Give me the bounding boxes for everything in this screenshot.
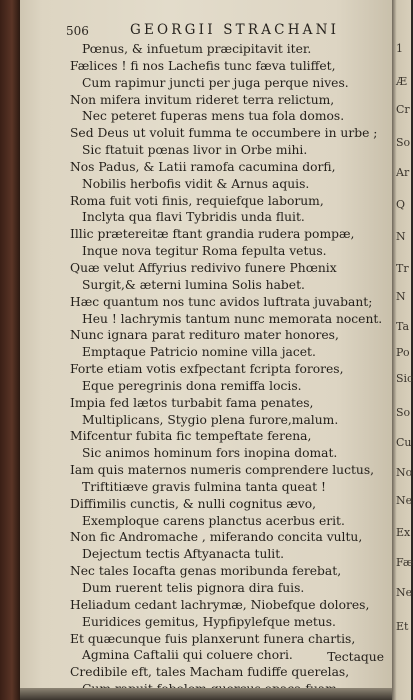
facing-page-fragment: No [396,466,413,479]
verse-line: Nobilis herbofis vidit & Arnus aquis. [82,176,310,191]
facing-page-fragment: N [396,230,406,243]
verse-line: Inclyta qua flavi Tybridis unda fluit. [82,210,305,225]
facing-page-fragment: Cr [396,103,410,116]
facing-page-edge [392,0,411,700]
verse-line: Sic ftatuit pœnas livor in Orbe mihi. [82,143,308,158]
facing-page-fragment: Tr [396,262,409,275]
page-number: 506 [66,24,89,38]
verse-line: Inque nova tegitur Roma fepulta vetus. [82,244,327,259]
verse-line: Triftitiæve gravis fulmina tanta queat ! [82,479,326,494]
verse-line: Euridices gemitus, Hypfipylefque metus. [82,614,336,629]
verse-line: Forte etiam votis exfpectant fcripta forores, [70,362,344,377]
verse-line: Non mifera invitum rideret terra relictum, [70,92,335,107]
verse-line: Mifcentur fubita fic tempeftate ferena, [70,429,312,444]
facing-page-fragment: Ar [396,166,410,179]
facing-page-fragment: 1 [396,42,403,55]
verse-line: Iam quis maternos numeris comprendere luctus, [70,463,375,478]
facing-page-fragment: So [396,406,411,419]
verse-line: Agmina Caftalii qui coluere chori. [82,648,293,663]
catchword: Tectaque [327,650,384,664]
verse-line: Cum rapimur juncti per juga perque nives. [82,75,349,90]
verse-line: Nos Padus, & Latii ramofa cacumina dorfi, [70,159,336,174]
verse-line: Sed Deus ut voluit fumma te occumbere in urbe ; [70,126,378,141]
facing-page-fragment: Æ [396,75,408,88]
book-cover-edge [0,0,20,700]
verse-line: Surgit,& æterni lumina Solis habet. [82,277,305,292]
verse-line: Hæc quantum nos tunc avidos luftrata juvabant; [70,294,373,309]
verse-line: Nec tales Iocafta genas moribunda ferebat, [70,564,342,579]
facing-page-fragment: Fæ [396,556,413,569]
facing-page-fragment: Q [396,198,406,211]
poem-text [20,41,392,698]
verse-line: Diffimilis cunctis, & nulli cognitus ævo, [70,496,317,511]
verse-line: Et quæcunque fuis planxerunt funera chartis, [70,631,356,646]
page-header [20,24,392,42]
verse-line: Nec peteret fuperas mens tua fola domos. [82,109,345,124]
facing-page-fragment: Ta [396,320,410,333]
facing-page-fragment: Po [396,346,410,359]
running-title: GEORGII STRACHANI [130,22,340,38]
facing-page-fragment: N [396,290,406,303]
verse-line: Fælices ! fi nos Lachefis tunc fæva tuliffet, [70,58,336,73]
verse-line: Heliadum cedant lachrymæ, Niobefque dolores, [70,597,370,612]
verse-line: Pœnus, & infuetum præcipitavit iter. [82,42,312,56]
verse-line: Multiplicans, Stygio plena furore,malum. [82,412,339,427]
facing-page-fragment: Ex [396,526,411,539]
facing-page-fragment: Ne [396,586,413,599]
facing-page-fragment: Sic [396,372,413,385]
facing-page-fragment: So [396,136,411,149]
verse-line: Quæ velut Affyrius redivivo funere Phœnix [70,260,337,275]
verse-line: Nunc ignara parat redituro mater honores, [70,328,339,343]
page-edge-shadow [20,688,392,700]
facing-page-fragment: Et [396,620,409,633]
verse-line: Dum ruerent telis pignora dira fuis. [82,581,305,595]
verse-line: Eque peregrinis dona remiffa locis. [82,378,302,393]
verse-line: Sic animos hominum fors inopina domat. [82,446,338,461]
verse-line: Impia fed lætos turbabit fama penates, [70,395,314,410]
book-page [20,0,393,690]
verse-line: Dejectum tectis Aftyanacta tulit. [82,547,285,562]
facing-page-fragment: Ne [396,494,413,507]
verse-line: Illic prætereitæ ftant grandia rudera pompæ, [70,227,355,242]
verse-line: Non fic Andromache , miferando concita vultu, [70,530,363,545]
verse-line: Emptaque Patricio nomine villa jacet. [82,345,316,360]
verse-line: Heu ! lachrymis tantum nunc memorata nocent. [82,311,383,326]
verse-line: Exemploque carens planctus acerbus erit. [82,513,345,528]
verse-line: Roma fuit voti finis, requiefque laborum, [70,193,324,208]
facing-page-fragment: Cu [396,436,412,449]
verse-line: Credibile eft, tales Macham fudiffe querelas, [70,665,350,680]
